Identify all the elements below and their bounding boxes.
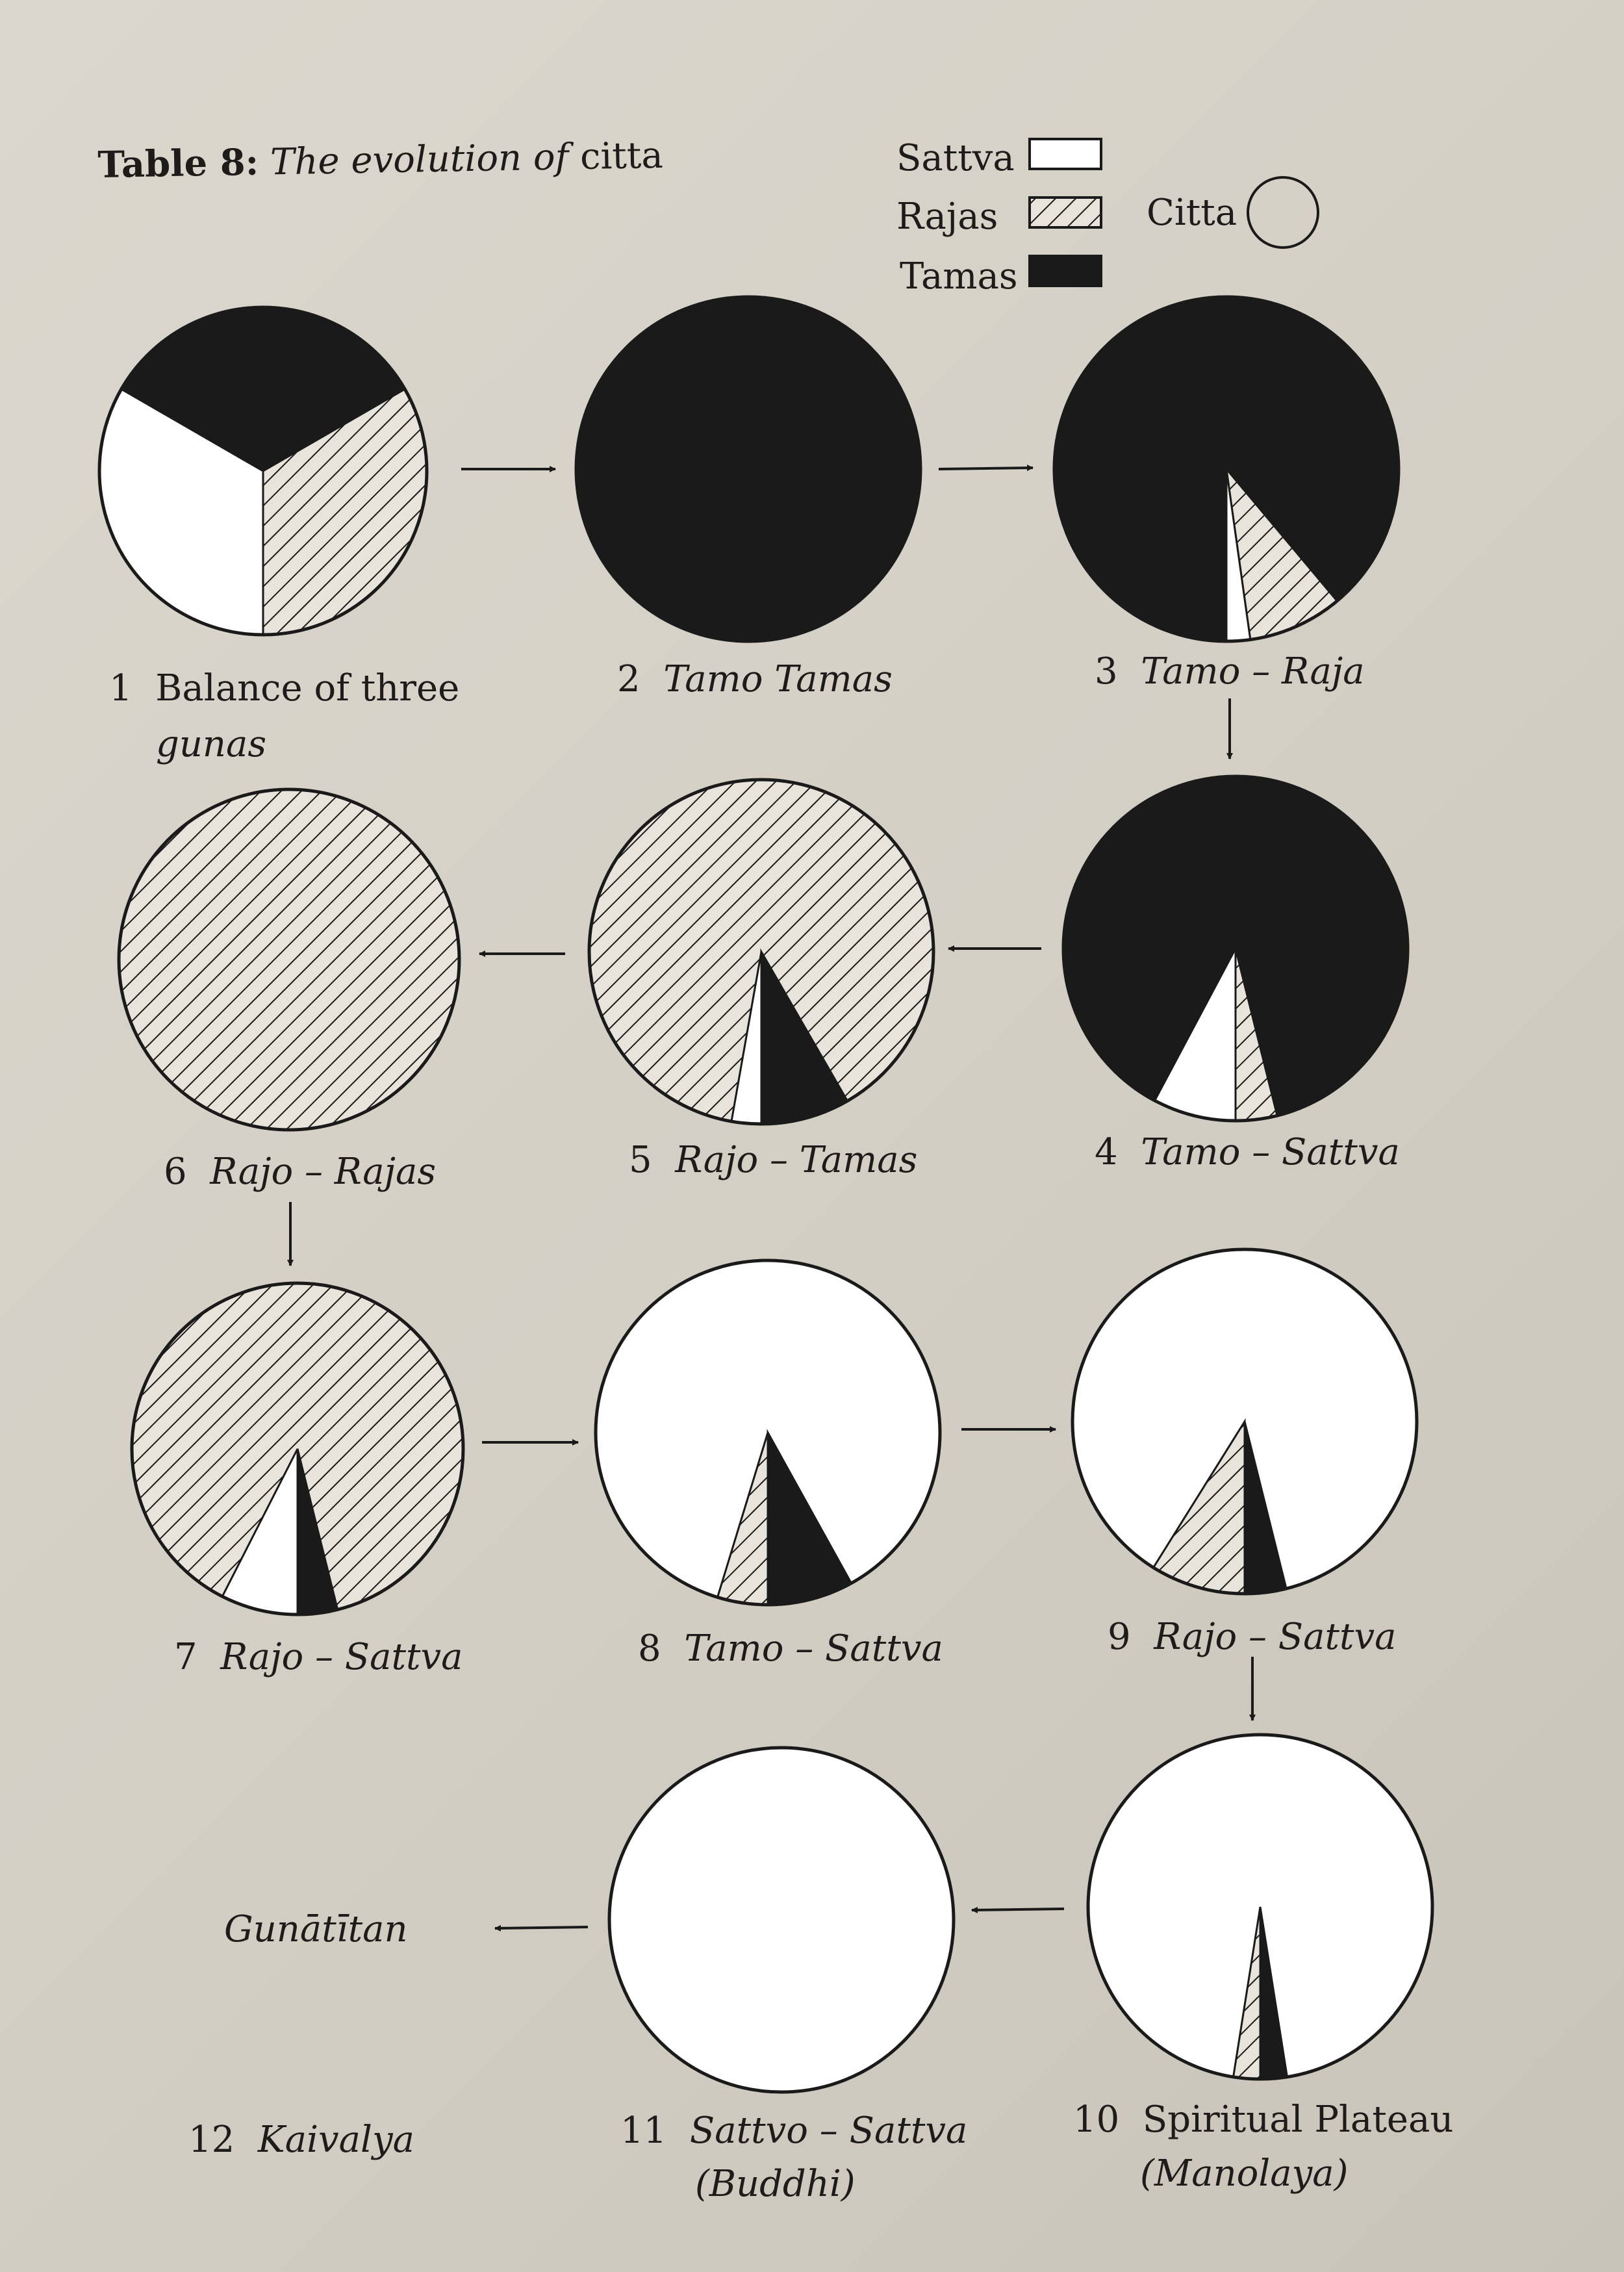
stage-name: Kaivalya: [257, 2119, 414, 2161]
stage-number: 12: [188, 2119, 235, 2161]
stage-10-circle: [1088, 1735, 1432, 2079]
legend-tamas-swatch: [1030, 256, 1101, 286]
legend-rajas-swatch: [1030, 198, 1101, 227]
stage-label-11: [620, 2110, 968, 2152]
stage-11-circle: [609, 1748, 954, 2092]
stage-name: Rajo – Rajas: [210, 1151, 437, 1193]
table-number: Table 8:: [97, 140, 259, 186]
stage-1-circle: [99, 307, 427, 635]
stage-name: Tamo Tamas: [663, 658, 893, 700]
stage-circles: [99, 297, 1432, 2092]
stage-name: Rajo – Tamas: [675, 1139, 918, 1181]
citta-circle-base: [576, 297, 920, 641]
stage-name: Tamo – Sattva: [684, 1627, 943, 1670]
stage-label-11-sub: (Buddhi): [695, 2163, 856, 2205]
stage-7-circle: [132, 1283, 463, 1615]
stage-6-circle: [119, 789, 459, 1130]
stage-number: 6: [164, 1151, 187, 1193]
stage-name: Spiritual Plateau: [1142, 2099, 1454, 2141]
legend-tamas-label: Tamas: [900, 255, 1018, 298]
arrow-10-to-11: [972, 1909, 1064, 1910]
stage-number: 2: [617, 658, 641, 700]
stage-number: 10: [1073, 2099, 1120, 2141]
stage-label-2: [617, 658, 893, 700]
stage-label-10-sub: (Manolaya): [1140, 2152, 1349, 2195]
table-title-main: The evolution of: [270, 136, 569, 184]
stage-3-circle: [1054, 297, 1399, 641]
stage-label-6: [164, 1151, 437, 1193]
stage-number: 5: [629, 1139, 652, 1181]
stage-label-10: [1073, 2099, 1454, 2141]
stage-9-circle: [1072, 1249, 1417, 1594]
stage-5-circle: [589, 780, 933, 1124]
legend-sattva-swatch: [1030, 139, 1101, 169]
stage-2-circle: [576, 297, 920, 641]
table-title-suffix: citta: [579, 134, 664, 179]
stage-4-circle: [1063, 776, 1408, 1121]
arrow-2-to-3: [939, 468, 1033, 469]
stage-name: Tamo – Sattva: [1141, 1131, 1400, 1173]
citta-circle-base: [609, 1748, 954, 2092]
stage-label-4: [1095, 1131, 1400, 1173]
gunatitan-label: Gunātītan: [224, 1908, 408, 1950]
stage-name: Tamo – Raja: [1141, 650, 1365, 693]
stage-number: 1: [109, 667, 133, 709]
legend-rajas-label: Rajas: [896, 196, 998, 238]
table-title: [97, 134, 664, 186]
stage-name: Rajo – Sattva: [1154, 1616, 1397, 1658]
legend-citta-circle: [1248, 177, 1318, 248]
stage-number: 11: [620, 2110, 667, 2152]
stage-label-9: [1108, 1616, 1397, 1658]
stage-name: Sattvo – Sattva: [689, 2110, 968, 2152]
stage-label-1: [109, 667, 460, 709]
stage-label-12: [188, 2119, 414, 2161]
stage-label-3: [1095, 650, 1365, 693]
stage-8-circle: [596, 1260, 940, 1605]
stage-label-7: [174, 1636, 463, 1678]
legend-sattva-label: Sattva: [896, 137, 1015, 179]
legend-citta-label: Citta: [1147, 192, 1237, 234]
stage-label-8: [638, 1627, 943, 1670]
citta-circle-base: [119, 789, 459, 1130]
stage-name: Rajo – Sattva: [220, 1636, 463, 1678]
arrow-11-to-12: [495, 1927, 588, 1928]
stage-name: Balance of three: [155, 667, 460, 709]
stage-number: 3: [1095, 650, 1118, 693]
stage-label-5: [629, 1139, 918, 1181]
stage-number: 7: [174, 1636, 197, 1678]
stage-number: 4: [1095, 1131, 1118, 1173]
stage-number: 9: [1108, 1616, 1131, 1658]
stage-number: 8: [638, 1627, 661, 1670]
stage-label-1-sub: gunas: [156, 723, 267, 765]
